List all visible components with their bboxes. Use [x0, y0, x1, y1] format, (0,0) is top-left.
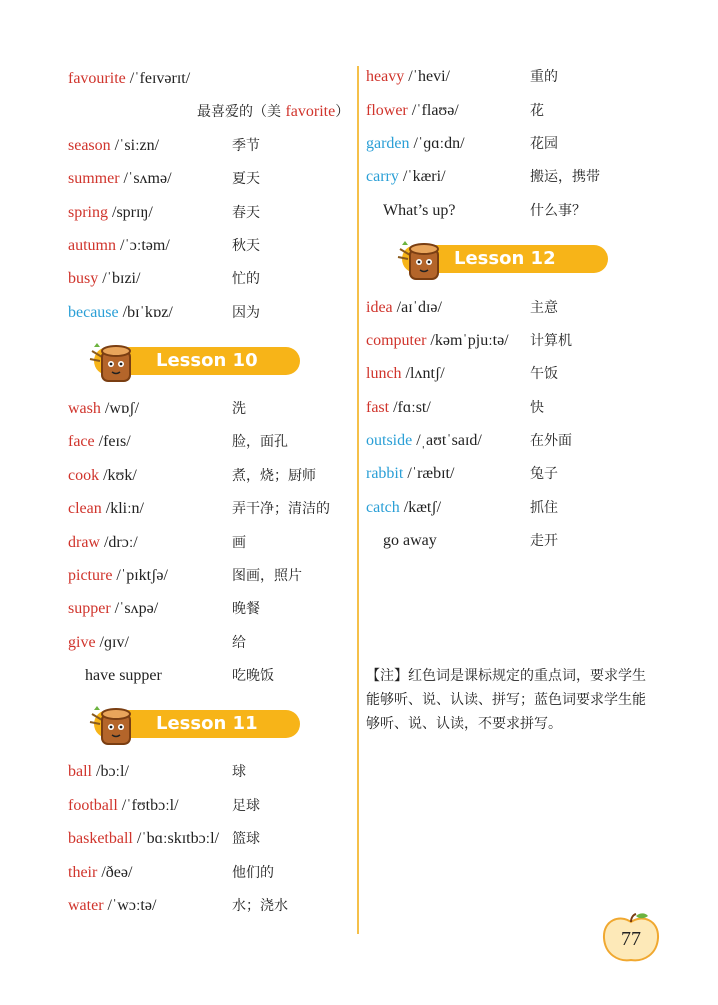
vocab-entry: football /ˈfʊtbɔːl/	[68, 797, 179, 814]
page-number: 77	[621, 928, 641, 950]
vocab-entry: give /ɡɪv/	[68, 634, 129, 651]
vocab-meaning: 重的	[530, 69, 558, 85]
vocab-word: favourite	[68, 70, 126, 87]
vocab-meaning: 篮球	[232, 831, 260, 847]
vocab-meaning: 因为	[232, 305, 260, 321]
favorite-us-word: favorite	[285, 103, 336, 120]
vocab-meaning: 洗	[232, 401, 246, 417]
vocab-meaning: 花	[530, 103, 544, 119]
vocab-meaning: 什么事？	[530, 203, 586, 219]
page-number-badge	[600, 912, 662, 964]
vocab-entry: spring /sprɪŋ/	[68, 204, 153, 221]
color-legend-note: 【注】红色词是课标规定的重点词，要求学生能够听、说、认读、拼写；蓝色词要求学生能够听、说、认读，不要求拼写。	[366, 668, 646, 732]
lesson-10-banner	[84, 341, 304, 381]
lesson-11-banner	[84, 704, 304, 744]
vocab-meaning: 秋天	[232, 238, 260, 254]
vocab-entry: supper /ˈsʌpə/	[68, 600, 159, 617]
vocab-meaning: 弄干净；清洁的	[232, 501, 330, 517]
vocab-meaning: 走开	[530, 533, 558, 549]
vocab-entry: garden /ˈɡɑːdn/	[366, 135, 465, 152]
vocab-entry: draw /drɔː/	[68, 534, 138, 551]
vocab-phonetic: /ˈfeɪvərɪt/	[125, 70, 191, 87]
lesson-11-title: Lesson 11	[156, 713, 258, 734]
vocab-meaning: 水；浇水	[232, 898, 288, 914]
vocab-entry: computer /kəmˈpjuːtə/	[366, 332, 509, 349]
vocab-entry: wash /wɒʃ/	[68, 400, 140, 417]
vocab-entry: busy /ˈbɪzi/	[68, 270, 141, 287]
vocab-entry: summer /ˈsʌmə/	[68, 170, 172, 187]
vocab-entry: face /feɪs/	[68, 433, 131, 450]
vocab-meaning: 球	[232, 764, 246, 780]
vocab-phrase: go away	[383, 532, 437, 549]
vocab-meaning: 忙的	[232, 271, 260, 287]
vocab-entry: water /ˈwɔːtə/	[68, 897, 157, 914]
lesson-10-title: Lesson 10	[156, 350, 258, 371]
tree-stump-mascot-icon	[392, 235, 452, 283]
lesson-12-title: Lesson 12	[454, 248, 556, 269]
vocab-phrase: have supper	[85, 667, 162, 684]
favourite-definition: 最喜爱的（美 favorite）	[197, 103, 350, 120]
vocab-meaning: 主意	[530, 300, 558, 316]
vocab-meaning: 给	[232, 635, 246, 651]
vocab-entry: rabbit /ˈræbɪt/	[366, 465, 455, 482]
vocab-meaning: 煮，烧；厨师	[232, 468, 316, 484]
vocab-entry: fast /fɑːst/	[366, 399, 431, 416]
vocab-meaning: 足球	[232, 798, 260, 814]
vocab-meaning: 搬运，携带	[530, 169, 600, 185]
vocab-meaning: 他们的	[232, 865, 274, 881]
vocab-entry-favourite	[68, 67, 190, 91]
vocab-entry: season /ˈsiːzn/	[68, 137, 160, 154]
vocab-entry: flower /ˈflaʊə/	[366, 102, 459, 119]
column-divider	[357, 66, 359, 934]
vocab-entry: heavy /ˈhevi/	[366, 68, 450, 85]
vocab-meaning: 在外面	[530, 433, 572, 449]
vocab-meaning: 午饭	[530, 366, 558, 382]
vocab-meaning: 夏天	[232, 171, 260, 187]
vocab-meaning: 晚餐	[232, 601, 260, 617]
vocab-entry: carry /ˈkæri/	[366, 168, 446, 185]
vocab-meaning: 春天	[232, 205, 260, 221]
vocab-meaning: 图画，照片	[232, 568, 302, 584]
vocab-entry: picture /ˈpɪktʃə/	[68, 567, 168, 584]
vocab-entry: their /ðeə/	[68, 864, 133, 881]
tree-stump-mascot-icon	[84, 337, 144, 385]
vocab-entry: idea /aɪˈdɪə/	[366, 299, 442, 316]
tree-stump-mascot-icon	[84, 700, 144, 748]
vocab-entry: clean /kliːn/	[68, 500, 144, 517]
vocab-meaning: 季节	[232, 138, 260, 154]
vocab-entry: catch /kætʃ/	[366, 499, 442, 516]
vocab-meaning: 快	[530, 400, 544, 416]
vocab-meaning: 抓住	[530, 500, 558, 516]
vocab-meaning: 兔子	[530, 466, 558, 482]
vocab-meaning: 吃晚饭	[232, 668, 274, 684]
vocab-meaning: 画	[232, 535, 246, 551]
vocab-entry: cook /kʊk/	[68, 467, 137, 484]
vocab-entry: autumn /ˈɔːtəm/	[68, 237, 170, 254]
vocab-entry: ball /bɔːl/	[68, 763, 129, 780]
vocab-entry: basketball /ˈbɑːskɪtbɔːl/	[68, 830, 220, 847]
lesson-12-banner	[392, 239, 612, 279]
vocab-entry: because /bɪˈkɒz/	[68, 304, 173, 321]
vocab-meaning: 脸，面孔	[232, 434, 288, 450]
vocab-entry: outside /ˌaʊtˈsaɪd/	[366, 432, 482, 449]
vocab-meaning: 计算机	[530, 333, 572, 349]
vocab-phrase: What’s up?	[383, 202, 456, 219]
vocab-meaning: 花园	[530, 136, 558, 152]
vocab-entry: lunch /lʌntʃ/	[366, 365, 445, 382]
